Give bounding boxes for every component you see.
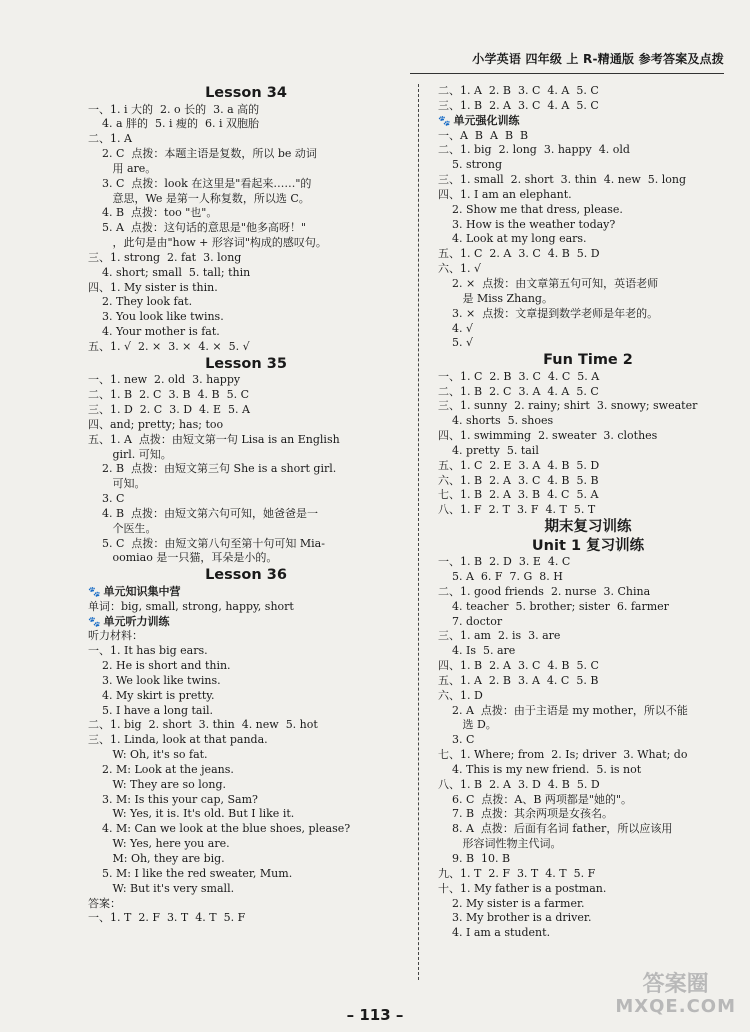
answer-line: 4. a 胖的 5. i 瘦的 6. i 双胞胎	[88, 117, 260, 131]
answer-line: 4. B 点拨：too "也"。	[88, 206, 218, 220]
answer-line: 一、1. B 2. D 3. E 4. C	[438, 555, 571, 569]
answer-line: 三、1. B 2. A 3. C 4. A 5. C	[438, 98, 599, 112]
paw-icon: 🐾	[438, 115, 451, 127]
answer-line: W: Yes, here you are.	[88, 837, 230, 851]
lesson-title: 期末复习训练	[544, 519, 632, 536]
left-column	[88, 84, 404, 982]
answer-line: 9. B 10. B	[438, 852, 511, 865]
answer-line: 5. I have a long tail.	[88, 703, 214, 717]
answer-line: 5. A 6. F 7. G 8. H	[438, 569, 563, 583]
section-heading: 🐾 单元知识集中营	[88, 585, 404, 600]
lesson-title: Lesson 35	[205, 355, 287, 372]
section-heading: 🐾 单元听力训练	[88, 615, 404, 630]
answer-line: 二、1. good friends 2. nurse 3. China	[438, 584, 651, 598]
answer-line: 3. My brother is a driver.	[438, 911, 592, 925]
answer-line: 三、1. small 2. short 3. thin 4. new 5. long	[438, 173, 687, 187]
watermark-url: MXQE.COM	[615, 996, 736, 1017]
answer-line: 四、1. My sister is thin.	[88, 280, 218, 294]
answer-line: 五、1. A 2. B 3. A 4. C 5. B	[438, 673, 599, 687]
answer-line: 三、1. Linda, look at that panda.	[88, 733, 268, 747]
answer-line: 可知。	[88, 477, 146, 491]
answer-line: 5. strong	[438, 158, 503, 172]
paw-icon: 🐾	[88, 616, 101, 628]
answer-line: 4. I am a student.	[438, 926, 551, 940]
answer-line: 用 are。	[88, 161, 157, 175]
watermark-logo	[615, 974, 736, 1018]
answer-line: 4. shorts 5. shoes	[438, 414, 554, 428]
answer-line: 2. They look fat.	[88, 295, 193, 309]
answer-line: 2. C 点拨：本题主语是复数，所以 be 动词	[88, 147, 317, 161]
answer-line: 一、1. T 2. F 3. T 4. T 5. F	[88, 911, 246, 925]
answer-line: 7. doctor	[438, 614, 503, 628]
answer-line: 5. √	[438, 336, 473, 350]
answer-line: 三、1. strong 2. fat 3. long	[88, 250, 242, 264]
answer-line: 5. A 点拨：这句话的意思是"他多高呀！"	[88, 221, 307, 235]
right-column	[438, 84, 738, 982]
answer-line: 答案：	[88, 896, 121, 910]
answer-line: 五、1. C 2. A 3. C 4. B 5. D	[438, 247, 600, 261]
answer-line: 九、1. T 2. F 3. T 4. T 5. F	[438, 866, 596, 880]
answer-line: 4. Is 5. are	[438, 644, 516, 658]
answer-line: 2. He is short and thin.	[88, 659, 231, 673]
answer-line: 二、1. B 2. C 3. A 4. A 5. C	[438, 384, 599, 398]
answer-line: 三、1. D 2. C 3. D 4. E 5. A	[88, 403, 250, 417]
answer-line: 一、1. new 2. old 3. happy	[88, 373, 241, 387]
lesson-title: Lesson 34	[205, 85, 287, 101]
watermark-name: 答案圈	[642, 972, 709, 997]
answer-line: 二、1. B 2. C 3. B 4. B 5. C	[88, 388, 250, 402]
answer-line: 是 Miss Zhang。	[438, 291, 553, 305]
answer-line: 八、1. B 2. A 3. D 4. B 5. D	[438, 777, 600, 791]
answer-line: 意思，We 是第一人称复数，所以选 C。	[88, 191, 310, 205]
answer-line: 8. A 点拨：后面有名词 father，所以应该用	[438, 822, 673, 836]
answer-line: 听力材料：	[88, 629, 143, 643]
answer-line: 八、1. F 2. T 3. F 4. T 5. T	[438, 503, 596, 517]
page-number: – 113 –	[346, 1006, 404, 1024]
answer-line: W: Yes, it is. It's old. But I like it.	[88, 807, 295, 821]
answer-line: 4. My skirt is pretty.	[88, 688, 215, 702]
answer-line: 二、1. big 2. long 3. happy 4. old	[438, 143, 630, 157]
answer-line: 二、1. A	[88, 132, 132, 146]
answer-line: 三、1. am 2. is 3. are	[438, 629, 561, 643]
answer-line: 形容词性物主代词。	[438, 837, 562, 851]
answer-line: 单词：big, small, strong, happy, short	[88, 599, 294, 613]
answer-line: 一、A B A B B	[438, 128, 529, 142]
answer-line: 二、1. A 2. B 3. C 4. A 5. C	[438, 84, 599, 97]
answer-line: 五、1. C 2. E 3. A 4. B 5. D	[438, 458, 600, 472]
answer-line: girl. 可知。	[88, 447, 172, 461]
answer-line: 3. C 点拨：look 在这里是"看起来……"的	[88, 176, 312, 190]
answer-line: W: But it's very small.	[88, 881, 235, 895]
answer-line: 二、1. big 2. short 3. thin 4. new 5. hot	[88, 718, 318, 732]
answer-line: 3. We look like twins.	[88, 673, 221, 687]
answer-line: 4. Your mother is fat.	[88, 325, 220, 339]
answer-line: 七、1. B 2. A 3. B 4. C 5. A	[438, 488, 599, 502]
answer-line: 2. My sister is a farmer.	[438, 896, 585, 910]
page-header	[410, 50, 724, 74]
answer-line: 3. C	[438, 733, 475, 747]
answer-line: 四、1. B 2. A 3. C 4. B 5. C	[438, 659, 599, 673]
answer-line: 2. B 点拨：由短文第三句 She is a short girl.	[88, 462, 337, 476]
answer-line: 三、1. sunny 2. rainy; shirt 3. snowy; sweater	[438, 399, 698, 413]
answer-line: 3. You look like twins.	[88, 310, 224, 324]
answer-line: 一、1. C 2. B 3. C 4. C 5. A	[438, 369, 600, 383]
answer-line: 2. × 点拨：由文章第五句可知，英语老师	[438, 276, 659, 290]
answer-line: ，此句是由"how + 形容词"构成的感叹句。	[88, 236, 327, 250]
answer-line: 五、1. √ 2. × 3. × 4. × 5. √	[88, 340, 250, 353]
answer-line: 个医生。	[88, 521, 157, 535]
answer-line: 四、and; pretty; has; too	[88, 417, 224, 431]
lesson-title: Fun Time 2	[543, 352, 633, 369]
answer-line: 六、1. B 2. A 3. C 4. B 5. B	[438, 473, 599, 487]
answer-line: oomiao 是一只猫，耳朵是小的。	[88, 551, 278, 565]
lesson-title: Unit 1 复习训练	[531, 537, 645, 554]
answer-line: 3. How is the weather today?	[438, 217, 616, 231]
answer-line: 2. A 点拨：由于主语是 my mother，所以不能	[438, 703, 688, 717]
answer-line: 4. pretty 5. tail	[438, 443, 539, 457]
header-text: 小学英语 四年级 上 R-精通版 参考答案及点拨	[472, 52, 724, 66]
answer-line: 5. M: I like the red sweater, Mum.	[88, 866, 293, 880]
answer-line: 4. M: Can we look at the blue shoes, please?	[88, 822, 351, 836]
answer-line: 7. B 点拨：其余两项是女孩名。	[438, 807, 614, 821]
paw-icon: 🐾	[88, 586, 101, 598]
answer-line: 4. teacher 5. brother; sister 6. farmer	[438, 599, 669, 613]
lesson-title: Lesson 36	[205, 567, 287, 584]
answer-line: 一、1. It has big ears.	[88, 644, 208, 658]
answer-line: 4. short; small 5. tall; thin	[88, 265, 251, 279]
answer-line: 2. M: Look at the jeans.	[88, 762, 234, 776]
answer-line: 3. M: Is this your cap, Sam?	[88, 792, 258, 806]
answer-line: 4. √	[438, 321, 473, 335]
answer-line: W: Oh, it's so fat.	[88, 748, 208, 762]
answer-line: 四、1. swimming 2. sweater 3. clothes	[438, 429, 658, 443]
answer-line: 七、1. Where; from 2. Is; driver 3. What; do	[438, 748, 688, 762]
section-heading: 🐾 单元强化训练	[438, 114, 738, 129]
answer-line: 4. B 点拨：由短文第六句可知，她爸爸是一	[88, 506, 319, 520]
answer-line: 5. C 点拨：由短文第八句至第十句可知 Mia-	[88, 536, 325, 550]
answer-line: 六、1. √	[438, 262, 482, 276]
answer-line: M: Oh, they are big.	[88, 852, 225, 865]
answer-line: 选 D。	[438, 718, 497, 732]
answer-line: 四、1. I am an elephant.	[438, 187, 572, 201]
answer-line: 4. Look at my long ears.	[438, 232, 587, 246]
answer-line: 十、1. My father is a postman.	[438, 881, 607, 895]
answer-line: 3. × 点拨：文章提到数学老师是年老的。	[438, 306, 659, 320]
answer-line: 六、1. D	[438, 688, 483, 702]
answer-line: 6. C 点拨：A、B 两项都是"她的"。	[438, 792, 633, 806]
answer-line: 4. This is my new friend. 5. is not	[438, 762, 642, 776]
answer-line: 五、1. A 点拨：由短文第一句 Lisa is an English	[88, 432, 340, 446]
column-divider	[418, 84, 419, 980]
answer-line: 2. Show me that dress, please.	[438, 202, 623, 216]
answer-line: 3. C	[88, 492, 125, 506]
answer-line: W: They are so long.	[88, 777, 227, 791]
answer-line: 一、1. i 大的 2. o 长的 3. a 高的	[88, 102, 260, 116]
